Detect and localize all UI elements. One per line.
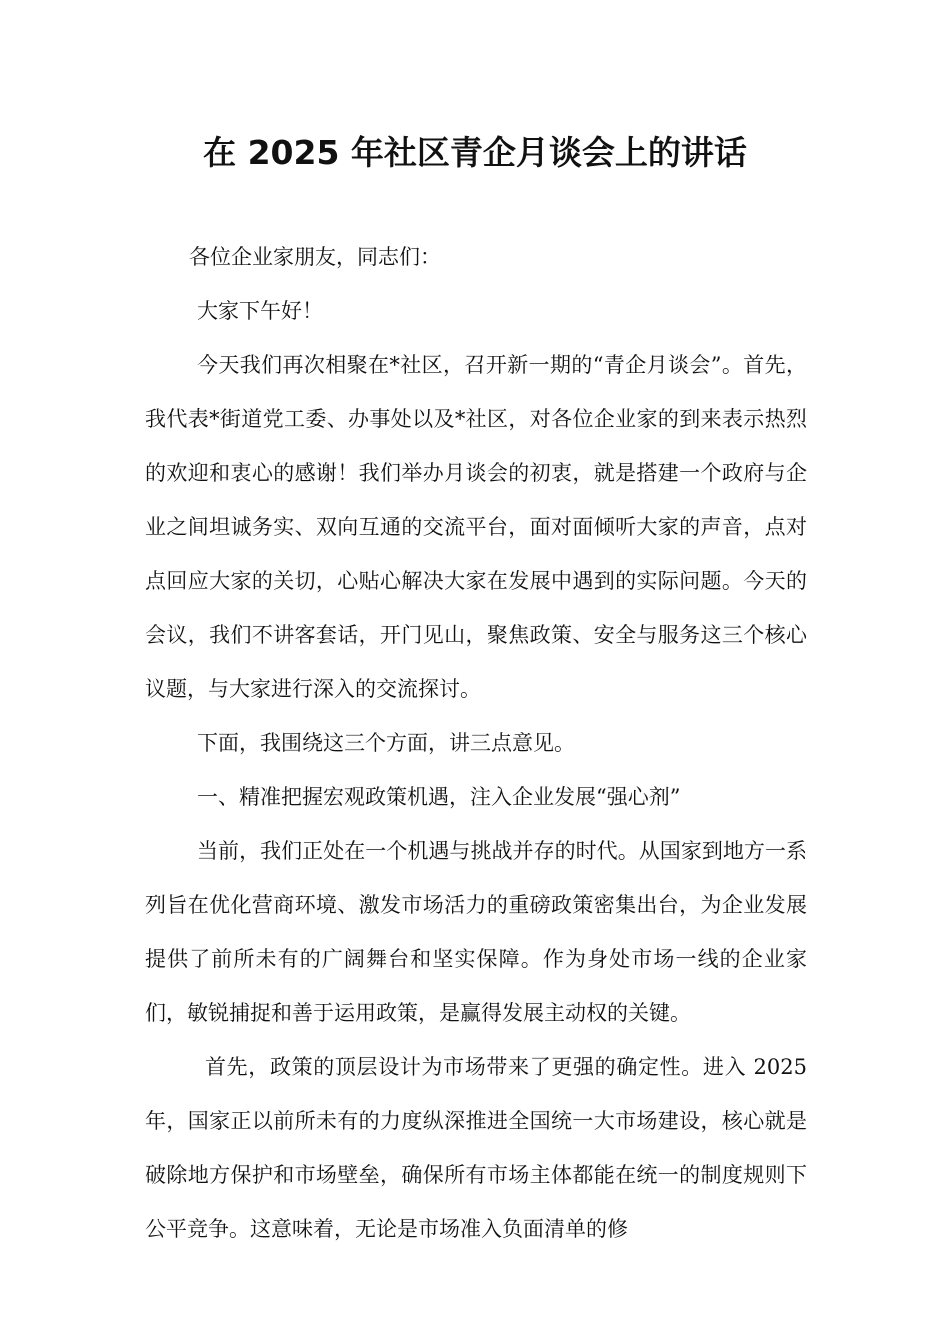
paragraph-context: 当前，我们正处在一个机遇与挑战并存的时代。从国家到地方一系列旨在优化营商环境、激发市场活力的重磅政策密集出台，为企业发展提供了前所未有的广阔舞台和坚实保障。作为身处市场一线的企业家们，敏锐捕捉和善于运用政策，是赢得发展主动权的关键。 [145, 839, 807, 1025]
salutation: 各位企业家朋友，同志们： [189, 245, 441, 269]
section-heading-1: 一、精准把握宏观政策机遇，注入企业发展“强心剂” [197, 785, 681, 809]
greeting: 大家下午好！ [197, 299, 323, 323]
paragraph-intro: 今天我们再次相聚在*社区，召开新一期的“青企月谈会”。首先，我代表*街道党工委、办事处以及*社区，对各位企业家的到来表示热烈的欢迎和衷心的感谢！我们举办月谈会的初衷，就是搭建一个政府与企业之间坦诚务实、双向互通的交流平台，面对面倾听大家的声音，点对点回应大家的关切，心贴心解决大家在发展中遇到的实际问题。今天的会议，我们不讲客套话，开门见山，聚焦政策、安全与服务这三个核心议题，与大家进行深入的交流探讨。 [145, 353, 807, 701]
paragraph-outline: 下面，我围绕这三个方面，讲三点意见。 [197, 731, 575, 755]
paragraph-policy: 首先，政策的顶层设计为市场带来了更强的确定性。进入 2025 年，国家正以前所未有的力度纵深推进全国统一大市场建设，核心就是破除地方保护和市场壁垒，确保所有市场主体都能在统一的制度规则下公平竞争。这意味着，无论是市场准入负面清单的修 [145, 1055, 807, 1241]
document-body [145, 230, 807, 1256]
document-title: 在 2025 年社区青企月谈会上的讲话 [203, 133, 747, 172]
